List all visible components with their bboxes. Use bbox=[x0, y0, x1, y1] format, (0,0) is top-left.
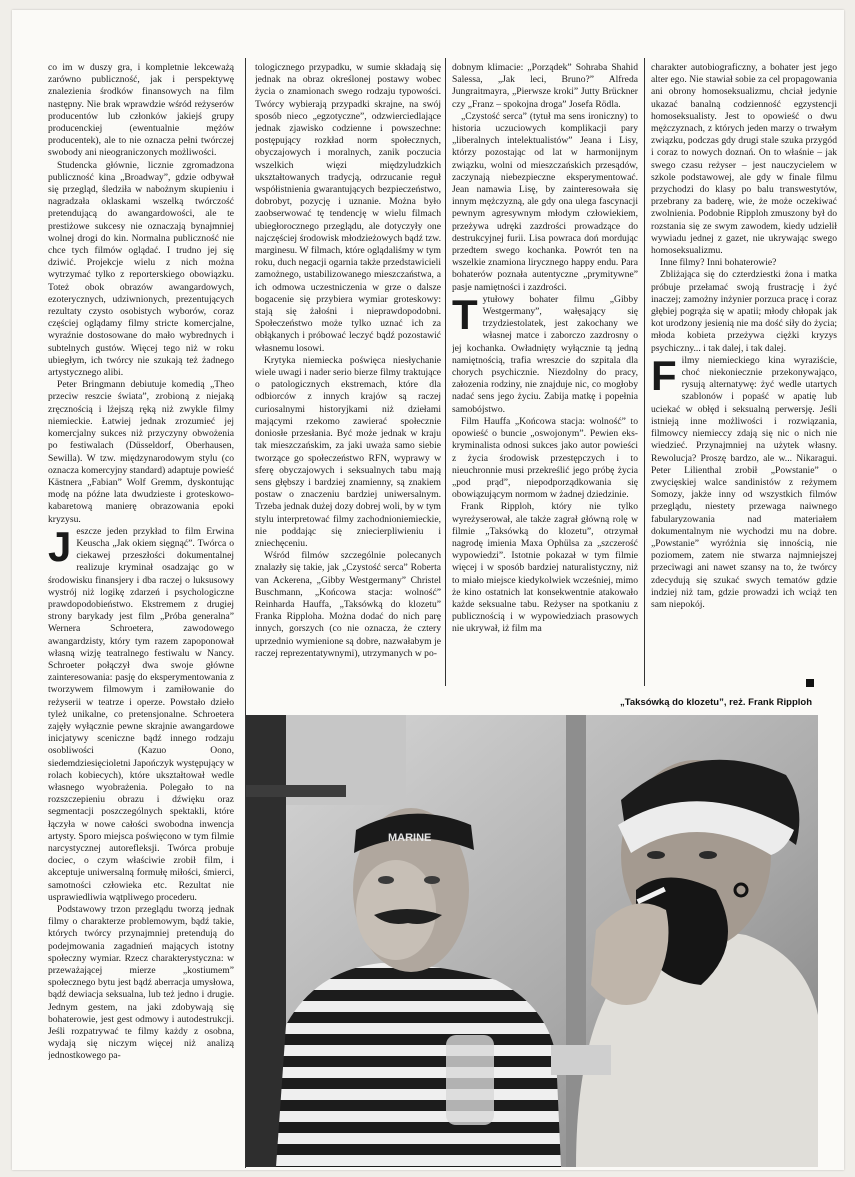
paragraph: tologicznego przypadku, w sumie składają się jednak na obraz określonej postawy wobec życia o znamionach swego rodzaju typowości. Twórcy wybierają przypadki skrajne, na swój sposób nieco „egzotyczne”, odzwierciedlające jednak zjawisko codzienne i powszechne: postępujący rozkład norm społecznych, obyczajowych i moralnych, zanik poczucia wszelkich więzi międzyludzkich ukształtowanych tradycją, odrzucanie reguł współistnienia gwarantujących bezpieczeństwo, dobrobyt, pozycję i uznanie. Można było zaobserwować tę tendencję w wielu filmach ubiegłorocznego przeglądu, ale dotyczyły one najczęściej środowisk młodzieżowych bądź tzw. marginesu. W filmach, które oglądaliśmy w tym roku, duch negacji ogarnia także przedstawicieli zamożnego, ustabilizowanego mieszczaństwa, a ich odmowa uczestniczenia w grze o dalsze bogacenie się przybiera wymiar groteskowy: stają się żałośni i nieprawdopodobni. Społeczeństwo może tylko uznać ich za obłąkanych i próbować leczyć bądź pozostawić własnemu losowi. bbox=[255, 62, 441, 354]
paragraph-with-drop-cap bbox=[452, 290, 638, 416]
text-column-4 bbox=[651, 62, 837, 690]
text-column-2 bbox=[255, 62, 441, 690]
paragraph: Studencka głównie, licznie zgromadzona publiczność kina „Broadway”, gdzie odbywał się przegląd, śledziła w nabożnym skupieniu i nagradzała oklaskami wszelką twórczość pretendującą do awangardowości, ale te prestiżowe sukcesy nie oznaczają bynajmniej wolnej drogi do kin. Normalna publiczność nie chce tych filmów oglądać. I trudno jej się dziwić. Projekcje wielu z nich można wytrzymać tylko z reporterskiego obowiązku. Toteż obok obrazów awangardowych, ezoterycznych, udziwnionych, prezentujących rezultaty czysto osobistych wyborów, coraz częściej oglądamy filmy stricte komercjalne, wyraźnie dostosowane do mało wybrednych i subtelnych gustów. Więcej tego niż w roku ubiegłym, ich twórcy nie szukają też żadnego artystycznego alibi. bbox=[48, 159, 234, 379]
paragraph: Peter Bringmann debiutuje komedią „Theo przeciw reszcie świata”, zrobioną z niejaką zręcznością i lżejszą ręką niż zwykle filmy niemieckie. Łatwiej jednak zrozumieć jej komercjalny sukces niż przyczyny obwożenia po festiwalach (Düsseldorf, Oberhausen, Sewilla). W tzw. międzynarodowym stylu (co oznacza komercyjny standard) adaptuje powieść Kästnera „Fabian” Wolf Gremm, dyskontując modę na późne lata dwudzieste i groteskowo-kabaretową manierę obrazowania epoki kryzysu. bbox=[48, 379, 234, 525]
paragraph-text: ilmy niemieckiego kina wyraziście, choć niekoniecznie przekonywająco, rysują alternatywę: żyć wedle utartych szablonów i popaść w apatię lub uciekać w obłęd i seksualną perwersję. Jeśli istnieją inne możliwości i rozwiązania, filmowcy niemieccy zdają się nic o nich nie wiedzieć. Przynajmniej na użytek własny. Rewolucja? Proszę bardzo, ale w... Nikaragui. Peter Lilienthal zrobił „Powstanie” o zwycięskiej walce sandinistów z reżymem Somozy, jakże inny od wszystkich filmów przeglądu, niestety przewaga naiwnego fabularyzowania nad materiałem dokumentalnym nie wychodzi mu na dobre. „Powstanie” wyróżnia się innością, nie poziomem, zatem nie stwarza najmniejszej przeciwagi ani nawet szansy na to, że twórcy zdecydują się szukać swych tematów gdzie indziej niż tam, gdzie prowadzi ich wciąż ten sam niepokój. bbox=[651, 354, 837, 610]
paragraph: charakter autobiograficzny, a bohater jest jego alter ego. Nie stawiał sobie za cel propagowania ani obrony homoseksualizmu, chciał jedynie ukazać banalną codzienność egzystencji homoseksualisty. Jest to opowieść o dwu mężczyznach, z których jeden marzy o trwałym związku, podczas gdy drugi stale szuka przygód i coraz to nowych doznań. On to właśnie – jak swego czasu reżyser – jest nauczycielem w szkole podstawowej, ale gdy w finale filmu przychodzi do klasy po balu transwestytów, przebrany za baderę, wie, że może oczekiwać zwolnienia. Podobnie Ripploh zmuszony był do rozstania się ze swym zawodem, kiedy udzielił wywiadu jednej z gazet, nie ukrywając swego homoseksualizmu. bbox=[651, 62, 837, 257]
paragraph: Film Hauffa „Końcowa stacja: wolność” to opowieść o buncie „oswojonym”. Pewien eks-kryminalista odnosi sukces jako autor powieści z życia środowisk przestępczych i to nieuchronnie musi przekreślić jego próbę życia „pod prąd”, niepodporządkowania się obowiązującym normom w żadnej dziedzinie. bbox=[452, 415, 638, 501]
column-rule bbox=[445, 58, 446, 686]
paragraph-text: ytułowy bohater filmu „Gibby Westgermany”, wałęsający się trzydziestolatek, jest zakochany we własnej matce i zaborczo zazdrosny o jej kochanka. Owładnięty wyłącznie tą jedną namiętnością, trafia wreszcie do szpitala dla chorych psychicznie. Niezdolny do pracy, załozenia rodziny, nie znajduje nic, co mogłoby nadać sens jego życiu. Zabija matkę i popełnia samobójstwo. bbox=[452, 293, 638, 415]
cap-band-text: MARINE bbox=[388, 832, 432, 844]
film-still-illustration bbox=[246, 715, 818, 1167]
paragraph-text: eszcze jeden przykład to film Erwina Keuscha „Jak okiem sięgnąć”. Twórca o ciekawej przeszłości dokumentalnej realizuje kryminał osadzając go w środowisku finansjery i dba raczej o luksusowy wystrój niż logikę zdarzeń i psychologiczne prawdopodobieństwo. Ekstremem z drugiej strony barykady jest film „Próba generalna” Wernera Schroetera, zawodowego awangardzisty, który tym razem zapoponował własną wizję teatralnego festiwalu w Nancy. Schroeter połączył dwa swoje główne zainteresowania: pasję do eksperymentowania z tworzywem filmowym i zamiłowanie do reżyserii w teatrze i operze. Powstało dzieło tyleż unikalne, co pretensjonalne. Schroetera zajęły wyłącznie pewne skrajnie awangardowe inicjatywy sceniczne bądź innego rodzaju osobliwości (Kazuo Oono, siedemdziesięcioletni Japończyk występujący w rolach kobiecych), które ukształtował wedle własnego wyobrażenia. Polegało to na rozszczepieniu obrazu i dźwięku oraz segmentacji poszczególnych spektakli, które łączyła w nowe całości swobodna inwencja artysty. Sporo miejsca poświęcono w tym filmie narcystycznej autorefleksji. Twórca probuje dociec, o czym właściwie zrobił film, i akceptuje uniwersalną formułę miłości, śmierci, samotności człowieka etc. Rezultat nie usprawiedliwia wątpliwego procederu. bbox=[48, 525, 234, 903]
paragraph: Podstawowy trzon przeglądu tworzą jednak filmy o charakterze problemowym, bądź takie, których twórcy przynajmniej pretendują do podejmowania zagadnień mających istotny społeczny wymiar. Rzecz charakterystyczna: w przeważającej mierze „kostiumem” społecznego bytu jest bądź aberracja umysłowa, bądź dewiacja seksualna, lub też jedno i drugie. Jednym gestem, na jaki zdobywają się bohaterowie, jest gest odmowy i autodestrukcji. Jeśli rozpatrywać te filmy każdy z osobna, wydają się niczym więcej niż analizą jednostkowego pa- bbox=[48, 904, 234, 1062]
drop-cap: J bbox=[48, 522, 72, 570]
drop-cap: F bbox=[651, 351, 677, 399]
column-rule bbox=[644, 58, 645, 686]
text-column-1 bbox=[48, 62, 234, 1177]
paragraph-with-drop-cap bbox=[48, 522, 234, 904]
paragraph: „Czystość serca” (tytuł ma sens ironiczny) to historia uczuciowych komplikacji pary „liberalnych intelektualistów” Jeana i Lisy, którzy pozostając od lat w harmonijnym związku, wolni od mieszczańskich przesądów, zaczynają niebezpieczne eksperymentować. Jean namawia Lisę, by zainteresowała się innym mężczyzną, ale gdy ona ulega fascynacji pewnym agresywnym młodym człowiekiem, przeżywa udręki zazdrości prowadzące do destrukcyjnej furii. Lisa powraca doń mordując przedtem swego kochanka. Powrót ten na wszelkie znamiona lirycznego happy endu. Para bohaterów poznała autentyczne „prymitywne” pasje namiętności i zazdrości. bbox=[452, 110, 638, 293]
photo-caption: „Taksówką do klozetu”, reż. Frank Ripploh bbox=[620, 697, 812, 708]
paragraph: Frank Ripploh, który nie tylko wyreżyserował, ale także zagrał główną rolę w filmie „Taksówką do klozetu”, otrzymał nagrodę imienia Maxa Ophülsa za „szczerość wypowiedzi”. Istotnie pokazał w tym filmie więcej i w sposób bardziej naturalistyczny, niż to miało miejsce kiedykolwiek wcześniej, mimo że kino ostatnich lat konsekwentnie atakowało każde seksualne tabu. Reżyser na spotkaniu z publicznością i w wypowiedziach prasowych nie ukrywał, iż film ma bbox=[452, 501, 638, 635]
paragraph: Wśród filmów szczególnie polecanych znalazły się takie, jak „Czystość serca” Roberta van Ackerena, „Gibby Westgermany” Christel Buschmann, „Końcowa stacja: wolność” Reinharda Hauffa, „Taksówką do klozetu” Franka Ripploha. Można dodać do nich parę innych, gorszych (co nie oznacza, że cztery uprzednio wymienione są dobre, nazwałabym je raczej reprezentatywnymi), utrzymanych w po- bbox=[255, 550, 441, 659]
paragraph: Krytyka niemiecka poświęca niesłychanie wiele uwagi i nader serio bierze filmy traktujące o patologicznych ekstremach, które dla odbiorców z innych krajów są raczej curiosalnymi historyjkami niż dziełami mającymi rzekomo zawierać społecznie doniosłe przesłania. Być może jednak w kraju tak mieszczańskim, za jaki uważa samo siebie tworzące go społeczeństwo RFN, wyprawy w sferę obyczajowych i seksualnych tabu mają sens głębszy i bardziej znamienny, są znakiem postaw o znaczeniu bardziej uniwersalnym. Trzeba jednak dużej dozy dobrej woli, by w tym stylu interpretować filmy zachodnioniemieckie, nie poddając się zniecierpliwieniu i zniechęceniu. bbox=[255, 354, 441, 549]
paragraph: co im w duszy gra, i kompletnie lekceważą zarówno publiczność, jak i perspektywę znalezienia środków finansowych na film następny. Nie brak wprawdzie wśród reżyserów producentów lub członków jakiejś grupy producenckiej (ewentualnie mężów producentek), ale to nie oznacza pełni twórczej swobody ani nieograniczonych możliwości. bbox=[48, 62, 234, 159]
paragraph: Zbliżająca się do czterdziestki żona i matka próbuje przełamać swoją frustrację i żyć inaczej; zamożny inżynier porzuca pracę i coraz głębiej pogrąża się w apatii; młody chłopak jak kot urodzony jesienią nie ma dość siły do życia; młoda kobieta przeżywa ciężki kryzys psychiczny... i tak dalej, i tak dalej. bbox=[651, 269, 837, 354]
text-column-3 bbox=[452, 62, 638, 690]
film-still-photo bbox=[246, 715, 818, 1167]
paragraph: Inne filmy? Inni bohaterowie? bbox=[660, 257, 777, 269]
drop-cap: T bbox=[452, 290, 478, 338]
end-of-article-mark bbox=[806, 679, 814, 687]
paragraph-with-drop-cap bbox=[651, 351, 837, 611]
paragraph: dobnym klimacie: „Porządek” Sohraba Shahid Salessa, „Jak leci, Bruno?” Alfreda Jungraitmayra, „Pierwsze kroki” Jutty Brückner czy „Franz – spokojna droga” Josefa Rödla. bbox=[452, 62, 638, 110]
